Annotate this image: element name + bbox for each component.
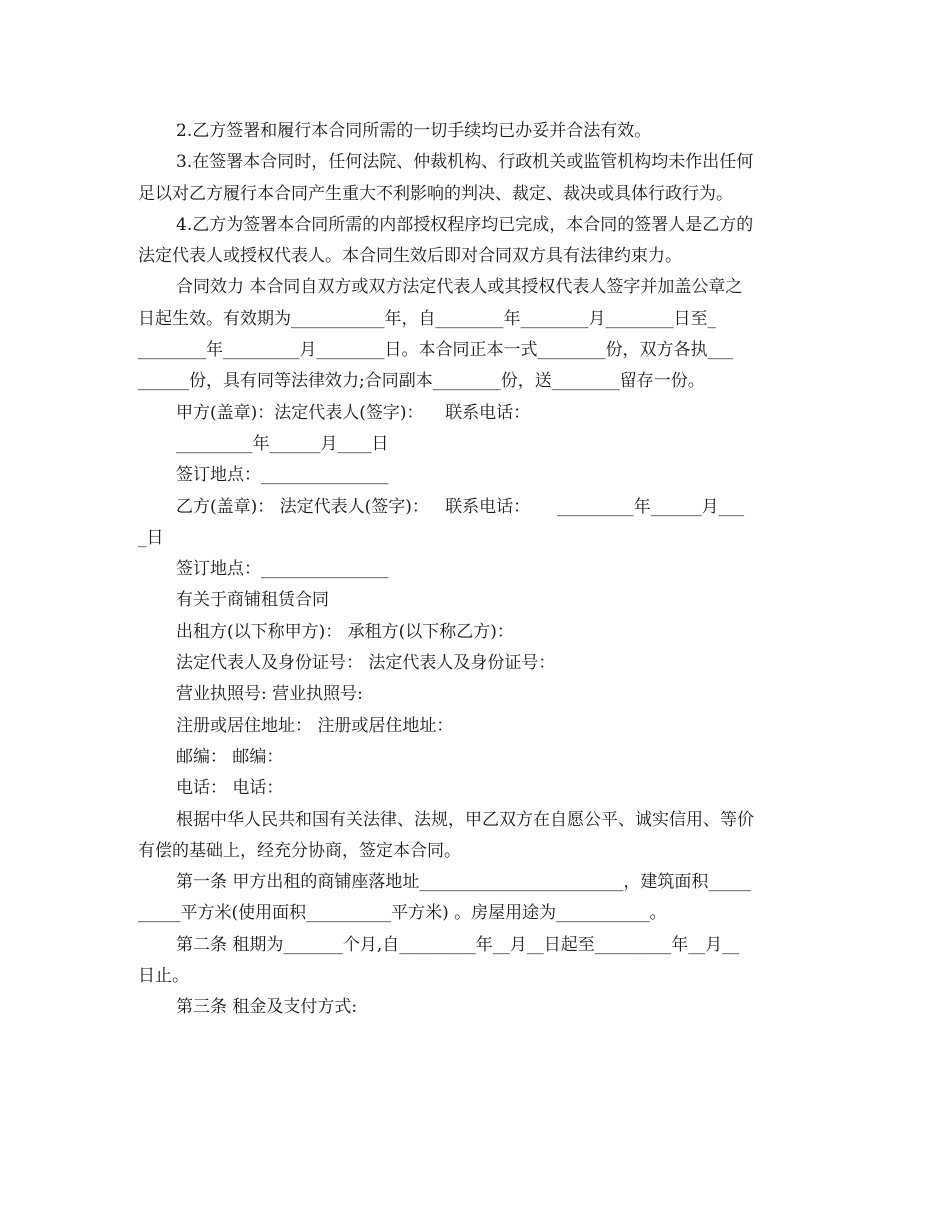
document-line: _________年______月____日 <box>176 433 389 454</box>
document-line: 2.乙方签署和履行本合同所需的一切手续均已办妥并合法有效。 <box>176 121 652 141</box>
document-line: 日起生效。有效期为___________年，自________年________月________日至_ <box>138 308 716 329</box>
document-line: _日 <box>138 527 164 548</box>
document-line: 4.乙方为签署本合同所需的内部授权程序均已完成，本合同的签署人是乙方的 <box>176 214 754 235</box>
document-line: ________年_________月________日。本合同正本一式________份，双方各执___ <box>138 340 733 361</box>
document-line: 根据中华人民共和国有关法律、法规，甲乙双方在自愿公平、诚实信用、等价 <box>176 809 754 830</box>
document-line: ______份，具有同等法律效力;合同副本________份，送________留存一份。 <box>138 371 705 392</box>
document-line: 3.在签署本合同时，任何法院、仲裁机构、行政机关或监管机构均未作出任何 <box>176 152 754 173</box>
document-line: 法定代表人或授权代表人。本合同生效后即对合同双方具有法律约束力。 <box>138 246 682 267</box>
document-line: 邮编： 邮编： <box>176 746 284 767</box>
document-line: 日止。 <box>138 966 189 987</box>
document-line: 第二条 租期为_______个月,自_________年__月__日起至_________年__月__ <box>176 934 740 955</box>
document-line: 合同效力 本合同自双方或双方法定代表人或其授权代表人签字并加盖公章之 <box>176 277 743 298</box>
document-line: 第三条 租金及支付方式: <box>176 997 358 1018</box>
document-line: 注册或居住地址： 注册或居住地址： <box>176 715 454 736</box>
document-line: 法定代表人及身份证号： 法定代表人及身份证号： <box>176 653 556 674</box>
document-body <box>138 116 814 1024</box>
document-line: 足以对乙方履行本合同产生重大不利影响的判决、裁定、裁决或具体行政行为。 <box>138 183 733 204</box>
document-line: _____平方米(使用面积__________平方米) 。房屋用途为___________。 <box>138 903 667 924</box>
document-line: 出租方(以下称甲方)： 承租方(以下称乙方)： <box>176 621 514 642</box>
document-line: 甲方(盖章)：法定代表人(签字)： 联系电话： <box>176 402 531 423</box>
document-line: 第一条 甲方出租的商铺座落地址________________________，建筑面积_____ <box>176 872 751 893</box>
document-line: 有偿的基础上，经充分协商，签定本合同。 <box>138 840 461 861</box>
document-line: 签订地点：_______________ <box>176 465 389 486</box>
document-line: 电话： 电话： <box>176 778 284 799</box>
document-line: 有关于商铺租赁合同 <box>176 590 329 611</box>
document-line: 乙方(盖章)： 法定代表人(签字)： 联系电话： _________年______月___ <box>176 496 745 517</box>
document-line: 营业执照号: 营业执照号: <box>176 684 363 705</box>
document-line: 签订地点：_______________ <box>176 559 389 580</box>
